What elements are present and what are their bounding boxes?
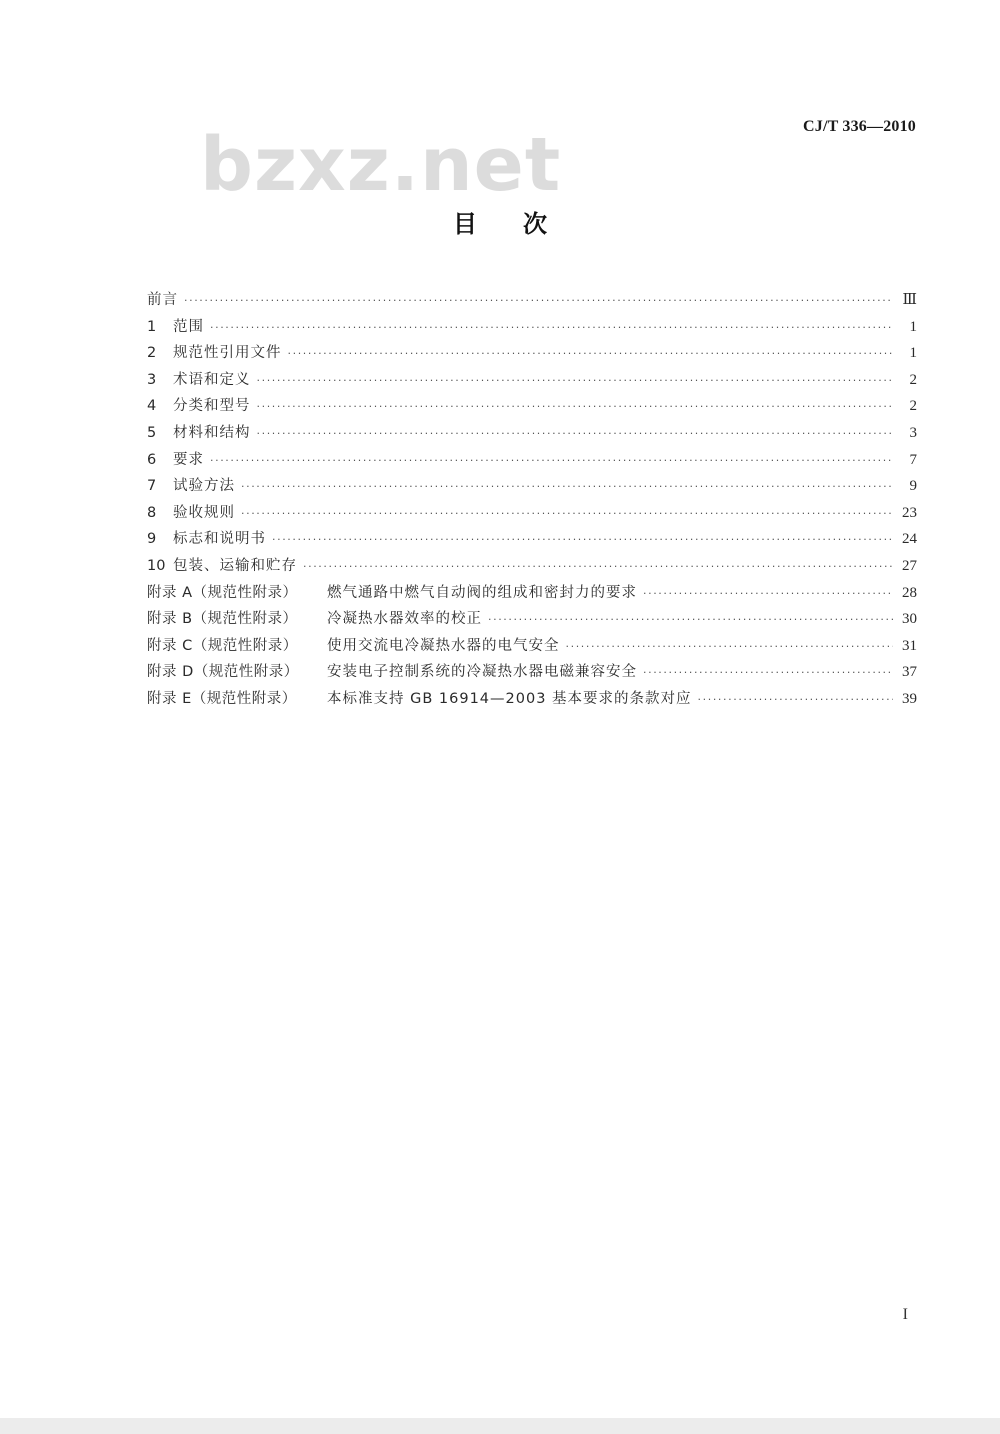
toc-entry-label: 试验方法 [173,478,235,495]
watermark: bzxz.net [200,122,562,208]
viewer-bottom-bar [0,1418,1000,1434]
toc-leader-dots [643,666,893,679]
toc-leader-dots [241,480,893,493]
toc-leader-dots [184,294,893,307]
toc-entry-label: 要求 [173,451,204,468]
toc-entry-chapter-7[interactable] [147,474,917,501]
toc-leader-dots [698,693,893,706]
toc-leader-dots [488,613,893,626]
toc-entry-chapter-9[interactable] [147,527,917,554]
toc-leader-dots [241,507,893,520]
toc-entry-label: 范围 [173,318,204,335]
toc-entry-appendix-e[interactable] [147,687,917,714]
toc-leader-dots [210,454,893,467]
toc-appendix-prefix: 附录 D（规范性附录） [147,664,299,681]
toc-entry-number: 10 [147,557,166,574]
toc-entry-page: 31 [902,637,917,654]
toc-entry-foreword[interactable] [147,288,917,315]
toc-entry-chapter-8[interactable] [147,501,917,528]
toc-entry-label: 本标准支持 GB 16914—2003 基本要求的条款对应 [327,690,692,707]
toc-entry-label: 分类和型号 [173,398,251,415]
toc-entry-number: 9 [147,531,157,548]
toc-appendix-prefix: 附录 B（规范性附录） [147,611,298,628]
toc-entry-number: 7 [147,478,157,495]
standard-code: CJ/T 336—2010 [803,118,916,135]
toc-entry-chapter-1[interactable] [147,315,917,342]
toc-entry-chapter-6[interactable] [147,448,917,475]
toc-entry-page: 28 [902,584,917,601]
toc-entry-label: 冷凝热水器效率的校正 [327,611,482,628]
toc-entry-page: 3 [909,424,917,441]
toc-entry-appendix-a[interactable] [147,581,917,608]
toc-entry-label: 安装电子控制系统的冷凝热水器电磁兼容安全 [327,664,637,681]
toc-entry-page: 2 [909,371,917,388]
toc-entry-appendix-d[interactable] [147,660,917,687]
toc-entry-page: 30 [902,611,917,628]
toc-entry-number: 4 [147,398,157,415]
toc-entry-label: 前言 [147,292,178,308]
toc-entry-page: 23 [902,504,917,521]
toc-appendix-prefix: 附录 C（规范性附录） [147,637,298,654]
toc-appendix-prefix: 附录 A（规范性附录） [147,584,298,601]
toc-entry-page: 1 [909,318,917,335]
toc-appendix-prefix: 附录 E（规范性附录） [147,690,297,707]
toc-entry-page: 2 [909,398,917,415]
toc-entry-page: 37 [902,664,917,681]
toc-entry-number: 2 [147,345,157,362]
toc-entry-page: 7 [909,451,917,468]
toc-entry-chapter-10[interactable] [147,554,917,581]
toc-entry-label: 标志和说明书 [173,531,266,548]
toc-entry-label: 术语和定义 [173,371,251,388]
toc-entry-number: 3 [147,371,157,388]
toc-entry-chapter-2[interactable] [147,341,917,368]
toc-entry-page: Ⅲ [902,292,917,308]
toc-entry-chapter-4[interactable] [147,394,917,421]
toc-leader-dots [272,533,893,546]
toc-entry-number: 1 [147,318,157,335]
toc-leader-dots [303,560,893,573]
toc-entry-label: 包装、运输和贮存 [173,557,297,574]
toc-leader-dots [566,640,894,653]
page-number: I [902,1306,908,1323]
toc-entry-page: 27 [902,557,917,574]
toc-entry-appendix-c[interactable] [147,634,917,661]
toc-entry-appendix-b[interactable] [147,607,917,634]
toc-entry-chapter-5[interactable] [147,421,917,448]
toc-entry-label: 使用交流电冷凝热水器的电气安全 [327,637,560,654]
toc-entry-label: 验收规则 [173,504,235,521]
toc-entry-number: 6 [147,451,157,468]
toc-leader-dots [643,587,893,600]
toc-leader-dots [257,427,894,440]
table-of-contents [147,288,917,714]
toc-entry-page: 9 [909,478,917,495]
toc-leader-dots [288,347,894,360]
page-title: 目次 [453,210,593,238]
toc-entry-number: 8 [147,504,157,521]
toc-entry-label: 燃气通路中燃气自动阀的组成和密封力的要求 [327,584,637,601]
toc-entry-page: 1 [909,345,917,362]
toc-leader-dots [257,400,894,413]
toc-entry-page: 24 [902,531,917,548]
toc-entry-number: 5 [147,424,157,441]
toc-entry-chapter-3[interactable] [147,368,917,395]
toc-leader-dots [257,374,894,387]
toc-entry-label: 规范性引用文件 [173,345,282,362]
toc-entry-label: 材料和结构 [173,424,251,441]
toc-entry-page: 39 [902,690,917,707]
toc-leader-dots [210,321,893,334]
